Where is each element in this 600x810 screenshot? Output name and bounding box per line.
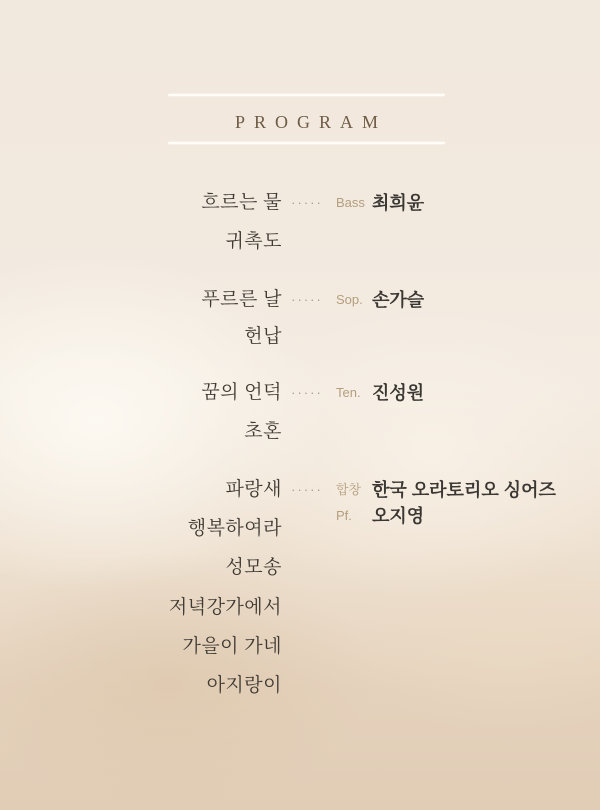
program-row: [0, 554, 600, 582]
dotted-separator: ·····: [291, 385, 323, 400]
program-row: [0, 594, 600, 622]
song-title: 초혼: [244, 421, 282, 442]
performer-role: Pf.: [336, 508, 352, 523]
song-title: 행복하여라: [187, 518, 282, 539]
song-title: 흐르는 물: [201, 192, 282, 213]
program-row: [0, 323, 600, 351]
program-row: [0, 672, 600, 700]
performer-role: Ten.: [336, 385, 361, 400]
song-title: 성모송: [225, 557, 282, 578]
song-title: 아지랑이: [206, 675, 282, 696]
program-row: [0, 476, 600, 504]
dotted-separator: ·····: [291, 195, 323, 210]
performer-name: 오지영: [372, 506, 425, 526]
song-title: 가을이 가네: [182, 636, 282, 657]
program-row: [0, 418, 600, 446]
song-title: 파랑새: [225, 479, 282, 500]
program-row: [0, 379, 600, 407]
program-row: [0, 228, 600, 256]
page-title: PROGRAM: [234, 112, 388, 132]
performer-name: 한국 오라토리오 싱어즈: [372, 480, 556, 500]
program-row: [0, 633, 600, 661]
program-row: [0, 515, 600, 543]
program-row: [0, 189, 600, 217]
dotted-separator: ·····: [291, 292, 323, 307]
divider-line-bottom: [168, 142, 445, 144]
dotted-separator: ·····: [291, 482, 323, 497]
song-title: 귀촉도: [225, 231, 282, 252]
divider-line-top: [168, 94, 445, 96]
program-row: [0, 286, 600, 314]
performer-role: Bass: [336, 195, 365, 210]
song-title: 저녁강가에서: [168, 597, 282, 618]
performer-role: 합창: [336, 482, 362, 497]
performer-name: 손가슬: [372, 290, 425, 310]
performer-name: 진성원: [372, 383, 425, 403]
performer-role: Sop.: [336, 292, 363, 307]
song-title: 헌납: [244, 326, 282, 347]
song-title: 푸르른 날: [201, 289, 282, 310]
song-title: 꿈의 언덕: [201, 382, 282, 403]
performer-name: 최희윤: [372, 193, 425, 213]
